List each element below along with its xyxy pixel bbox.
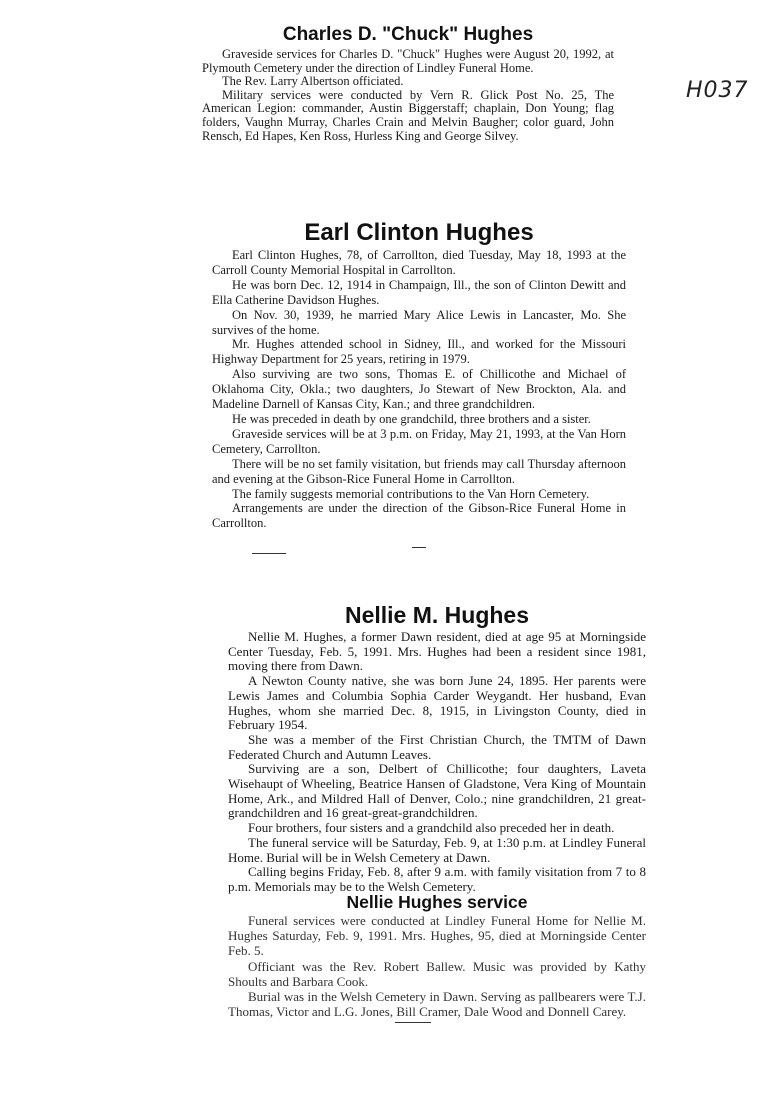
clipping-paragraph: Graveside services will be at 3 p.m. on Friday, May 21, 1993, at the Van Horn Cemetery, Carrollton. [212,426,626,456]
clipping-paragraph: A Newton County native, she was born June 24, 1895. Her parents were Lewis James and Columbia Sophia Carder Weygandt. Her husband, Evan Hughes, whom she married Dec. 8, 1915, in Livingston County, died in February 1954. [228,673,646,733]
clipping-paragraph: Also surviving are two sons, Thomas E. of Chillicothe and Michael of Oklahoma City, Okla.; two daughters, Jo Stewart of New Brockton, Ala. and Madeline Darnell of Kansas City, Kan.; and three grandchildren. [212,367,626,412]
clipping-paragraph: On Nov. 30, 1939, he married Mary Alice Lewis in Lancaster, Mo. She survives of the home. [212,307,626,337]
clipping-paragraph: Military services were conducted by Vern R. Glick Post No. 25, The American Legion: commander, Austin Biggerstaff; chaplain, Don Young; flag folders, Vaughn Murray, Charles Crain and Melvin Baugher; color guard, John Rensch, Ed Hapes, Ken Ross, Hurless King and George Silvey. [202,87,614,143]
clipping-paragraph: Officiant was the Rev. Robert Ballew. Music was provided by Kathy Shoults and Barbara Cook. [228,958,646,989]
funeral-service-clipping-nellie-hughes [228,891,646,1019]
clipping-rule [395,1022,431,1023]
clipping-headline: Earl Clinton Hughes [304,219,534,246]
clipping-rule [412,547,426,548]
obituary-clipping-earl-hughes [212,218,626,531]
clipping-paragraph: The family suggests memorial contributions to the Van Horn Cemetery. [232,486,590,501]
clipping-headline: Nellie M. Hughes [344,602,530,628]
clipping-paragraph: Arrangements are under the direction of the Gibson-Rice Funeral Home in Carrollton. [212,501,626,531]
clipping-paragraph: Funeral services were conducted at Lindley Funeral Home for Nellie M. Hughes Saturday, Feb. 9, 1991. Mrs. Hughes, 95, died at Morningside Center Feb. 5. [228,913,646,959]
clipping-paragraph: Graveside services for Charles D. "Chuck" Hughes were August 20, 1992, at Plymouth Cemetery under the direction of Lindley Funeral Home. [202,47,614,75]
clipping-paragraph: He was preceded in death by one grandchild, three brothers and a sister. [232,411,591,426]
clipping-paragraph: Surviving are a son, Delbert of Chillicothe; four daughters, Laveta Wisehaupt of Wheeling, Beatrice Hansen of Gladstone, Vera King of Mountain Home, Ark., and Mildred Hall of Denver, Colo.; nine grandchildren, 21 great-grandchildren and 16 great-great-grandchildren. [228,761,646,821]
obituary-clipping-charles-hughes [202,22,614,143]
clipping-rule [252,553,286,554]
clipping-paragraph: He was born Dec. 12, 1914 in Champaign, Ill., the son of Clinton Dewitt and Ella Catherine Davidson Hughes. [212,277,626,307]
clipping-paragraph: Four brothers, four sisters and a grandchild also preceded her in death. [248,820,615,836]
clipping-paragraph: She was a member of the First Christian Church, the TMTM of Dawn Federated Church and Autumn Leaves. [228,731,646,762]
clipping-paragraph: Nellie M. Hughes, a former Dawn resident, died at age 95 at Morningside Center Tuesday, Feb. 5, 1991. Mrs. Hughes had been a resident since 1981, moving there from Dawn. [228,629,646,674]
clipping-headline: Charles D. "Chuck" Hughes [282,24,534,45]
clipping-paragraph: Mr. Hughes attended school in Sidney, Ill., and worked for the Missouri Highway Department for 25 years, retiring in 1979. [212,337,626,367]
clipping-paragraph: There will be no set family visitation, but friends may call Thursday afternoon and evening at the Gibson-Rice Funeral Home in Carrollton. [212,456,626,486]
clipping-paragraph: The funeral service will be Saturday, Feb. 9, at 1:30 p.m. at Lindley Funeral Home. Burial will be in Welsh Cemetery at Dawn. [228,834,646,865]
clipping-paragraph: Earl Clinton Hughes, 78, of Carrollton, died Tuesday, May 18, 1993 at the Carroll County Memorial Hospital in Carrollton. [212,248,626,277]
clipping-paragraph: Calling begins Friday, Feb. 8, after 9 a.m. with family visitation from 7 to 8 p.m. Memorials may be to the Welsh Cemetery. [228,864,646,894]
clipping-paragraph: The Rev. Larry Albertson officiated. [222,74,404,89]
obituary-clipping-nellie-hughes [228,600,646,895]
clipping-headline: Nellie Hughes service [346,892,528,912]
archive-code: H037 [686,78,749,103]
clipping-paragraph: Burial was in the Welsh Cemetery in Dawn. Serving as pallbearers were T.J. Thomas, Victor and L.G. Jones, Bill Cramer, Dale Wood and Donnell Carey. [228,989,646,1020]
